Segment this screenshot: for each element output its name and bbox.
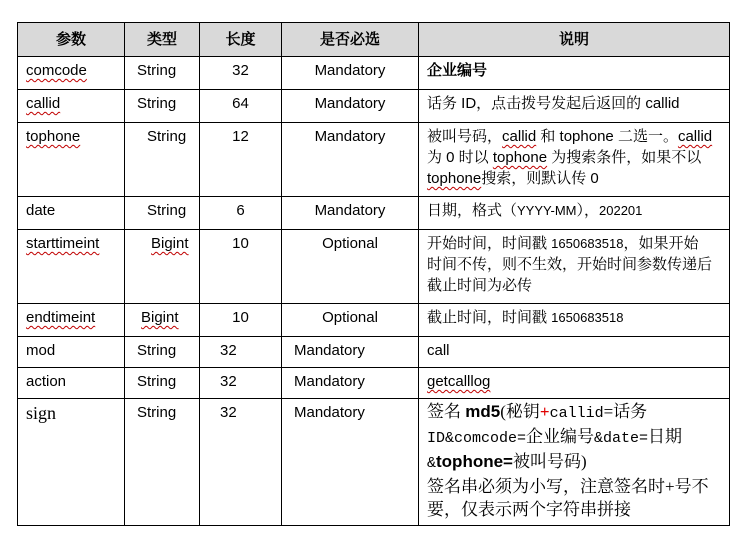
param-type: String — [137, 95, 177, 112]
param-type: String — [137, 373, 177, 390]
desc-text: ）， — [576, 202, 600, 219]
table-row — [18, 230, 730, 304]
desc-text: 二选一。 — [613, 128, 678, 145]
desc-text: tophone= — [436, 452, 513, 471]
param-length: 32 — [220, 342, 237, 359]
table-row — [18, 90, 730, 123]
header-param: 参数 — [18, 23, 125, 57]
table-row — [18, 368, 730, 399]
header-description: 说明 — [419, 23, 730, 57]
desc-text: YYYY-MM — [517, 203, 577, 218]
desc-text: md5 — [465, 402, 501, 421]
desc-text: callid — [645, 95, 680, 112]
header-required: 是否必选 — [282, 23, 419, 57]
desc-text: 话务 ID，点击拨号发起后返回的 — [427, 95, 646, 112]
param-length: 32 — [232, 62, 249, 79]
param-type: String — [137, 342, 177, 359]
param-name: sign — [26, 403, 57, 423]
param-type: Bigint — [151, 235, 189, 252]
desc-text: ID&comcode= — [427, 430, 527, 447]
desc-text: & — [427, 455, 437, 472]
param-name: callid — [26, 95, 61, 112]
desc-text: 被叫号码) — [512, 452, 587, 471]
param-name: endtimeint — [26, 309, 96, 326]
param-description — [427, 123, 725, 193]
param-length: 12 — [232, 128, 249, 145]
param-required: Optional — [322, 309, 378, 326]
param-name: date — [26, 202, 56, 219]
desc-text: (秘钥 — [500, 402, 540, 421]
table-row — [18, 123, 730, 197]
table-row — [18, 399, 730, 526]
param-description — [427, 399, 725, 525]
desc-text: callid — [502, 128, 537, 145]
param-description — [427, 230, 725, 300]
desc-text: =话务 — [603, 402, 648, 421]
param-length: 10 — [232, 235, 249, 252]
param-required: Mandatory — [294, 404, 365, 421]
desc-text: 为 0 时以 — [427, 149, 493, 166]
desc-text: 1650683518 — [551, 236, 624, 251]
desc-text: callid — [677, 128, 713, 145]
param-required: Optional — [322, 235, 378, 252]
param-required: Mandatory — [314, 128, 386, 145]
table-row — [18, 57, 730, 90]
param-type: String — [137, 404, 177, 421]
param-type: String — [147, 202, 187, 219]
param-required: Mandatory — [294, 373, 365, 390]
param-type: String — [137, 62, 177, 79]
desc-text: 企业编号 — [526, 427, 595, 446]
param-length: 32 — [220, 404, 237, 421]
desc-text: callid — [549, 405, 604, 422]
param-name: starttimeint — [26, 235, 100, 252]
desc-text: tophone — [559, 128, 614, 145]
desc-text: 签名串必须为小写，注意签名时+号不 — [427, 477, 709, 496]
desc-text: tophone — [427, 170, 482, 187]
desc-text: 和 — [536, 128, 560, 145]
param-description — [427, 304, 725, 332]
param-required: Mandatory — [314, 62, 386, 79]
param-length: 64 — [232, 95, 249, 112]
header-length: 长度 — [200, 23, 282, 57]
desc-text: 1650683518 — [551, 310, 624, 325]
parameter-table — [17, 22, 730, 526]
param-name: tophone — [26, 128, 81, 145]
desc-text: 被叫号码， — [427, 128, 503, 145]
table-row — [18, 304, 730, 337]
desc-text: ，如果开始 — [623, 235, 699, 252]
table-row — [18, 337, 730, 368]
desc-text: 搜索，则默认传 0 — [481, 170, 599, 187]
desc-text: 要，仅表示两个字符串拼接 — [427, 500, 631, 519]
param-required: Mandatory — [314, 202, 386, 219]
param-required: Mandatory — [294, 342, 365, 359]
plus-sign: + — [539, 402, 550, 421]
param-description: 企业编号 — [427, 62, 488, 79]
param-type: String — [147, 128, 187, 145]
param-name: mod — [26, 342, 56, 359]
desc-text: tophone — [492, 149, 548, 166]
param-description — [427, 197, 725, 225]
desc-text: 日期，格式（ — [427, 202, 518, 219]
desc-text: 开始时间，时间戳 — [427, 235, 552, 252]
table-header-row — [18, 23, 730, 57]
desc-text: 时间不传，则不生效，开始时间参数传递后 — [427, 256, 713, 273]
param-length: 10 — [232, 309, 249, 326]
param-required: Mandatory — [314, 95, 386, 112]
param-description: call — [427, 342, 450, 359]
desc-text: 日期 — [648, 427, 683, 446]
desc-text: 202201 — [599, 203, 643, 218]
param-description — [427, 90, 725, 118]
desc-text: 签名 — [427, 402, 466, 421]
desc-text: 截止时间，时间戳 — [427, 309, 552, 326]
desc-text: &date= — [594, 430, 649, 447]
param-description: getcalllog — [427, 373, 491, 390]
desc-text: 截止时间为必传 — [427, 277, 533, 294]
param-name: comcode — [26, 62, 87, 79]
param-length: 32 — [220, 373, 237, 390]
table-row — [18, 197, 730, 230]
param-type: Bigint — [141, 309, 179, 326]
desc-text: 为搜索条件，如果不以 — [547, 149, 702, 166]
header-type: 类型 — [125, 23, 200, 57]
param-length: 6 — [236, 202, 245, 219]
param-name: action — [26, 373, 67, 390]
